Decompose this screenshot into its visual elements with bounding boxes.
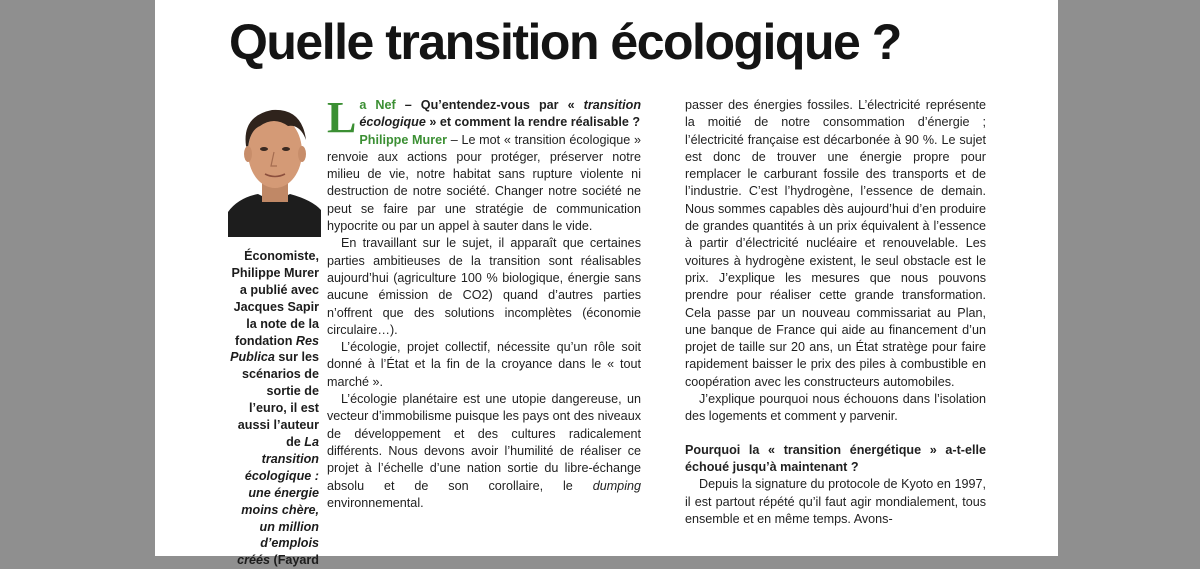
bio-book-title: La transition écologique : une énergie moins chère, un million d’emplois créés: [237, 434, 319, 568]
magazine-name: a Nef: [359, 98, 396, 112]
bio-text-1: Économiste, Philippe Murer a publié avec Jacques Sapir la note de la fondation: [231, 249, 319, 348]
question-1-text-a: – Qu’entendez-vous par «: [395, 98, 584, 112]
answer-p1-text: – Le mot « transition écologique » renvoie aux actions pour protéger, préserver notre milieu de vie, notre habitat sans rupture violente ni destruction de notre société. Changer notre société ne peut se faire par une stratégie de communication hypocrite ou par un appel à sauter dans le vide.: [327, 132, 642, 234]
author-bio: [229, 248, 319, 569]
bio-text-2: sur les scénarios de sortie de l’euro, il est aussi l’auteur de: [237, 350, 319, 449]
article-column-middle: [327, 93, 642, 512]
question-1-term: transition écologique: [359, 98, 642, 130]
right-paragraph-3: Depuis la signature du protocole de Kyoto en 1997, il est partout répété qu’il faut agir mondialement, tous ensemble et en même temps. Avons-: [685, 477, 986, 526]
right-paragraph-2: J’explique pourquoi nous échouons dans l’isolation des logements et comment y parvenir.: [685, 392, 986, 424]
answer-paragraph-4: [327, 391, 641, 512]
answer-paragraph-1: [327, 132, 641, 236]
answer-p4-italic: dumping: [592, 478, 641, 493]
question-1-text-b: » et comment la rendre réalisable ?: [425, 115, 641, 130]
author-photo: [228, 102, 321, 237]
answer-p4-text-a: L’écologie planétaire est une utopie dangereuse, un vecteur d’immobilisme puisque les pays ont des niveaux de développement et des cultures radicalement différents. Nous devons avoir l’humilité de réaliser ce projet à l’échelle d’une nation sortie du libre-échange absolu et de son corollaire, le: [327, 392, 641, 493]
right-paragraph-1: passer des énergies fossiles. L’électricité représente la moitié de notre consommation d’énergie ; l’électricité française est décarbonée à 90 %. Le sujet est donc de trouver une énergie propre pour remplacer le carburant fossile des transports et de l’industrie. C’est l’hydrogène, l’essence de demain. Nous sommes capables dès aujourd’hui d’en produire de grandes quantités à un prix équivalent à l’essence à partir d’électricité nucléaire et renouvelable. Les voitures à hydrogène existent, le seul obstacle est le prix. J’explique les mesures que nous pouvons prendre pour réaliser cette grande transformation. Cela passe par un nouveau commissariat au Plan, une banque de France qui aide au financement d’un projet de taille sur 20 ans, un État stratège pour faire rapidement baisser le prix des piles à combustible en coopération avec les constructeurs automobiles.: [685, 98, 986, 389]
magazine-page: [155, 0, 1058, 568]
speaker-name: Philippe Murer: [359, 132, 448, 147]
drop-cap: L: [327, 93, 357, 142]
bio-org: Res Publica: [230, 333, 319, 365]
answer-p4-text-b: environnemental.: [327, 495, 424, 510]
article-column-right: [685, 97, 986, 528]
answer-paragraph-2: En travaillant sur le sujet, il apparaît que certaines parties ambitieuses de la transition sont réalisables aujourd’hui (agriculture 100 % biologique, énergie sans aucune émission de CO2) quand d’autres parties n’offrent que des solutions incomplètes (économie circulaire…).: [327, 236, 641, 337]
bio-text-3: (Fayard: [270, 553, 319, 568]
article-title: Quelle transition écologique ?: [229, 14, 901, 70]
answer-paragraph-3: L’écologie, projet collectif, nécessite qu’un rôle soit donné à l’État et la fin de la croyance dans le « tout marché ».: [327, 340, 641, 389]
question-2: Pourquoi la « transition énergétique » a-t-elle échoué jusqu’à maintenant ?: [685, 442, 986, 474]
